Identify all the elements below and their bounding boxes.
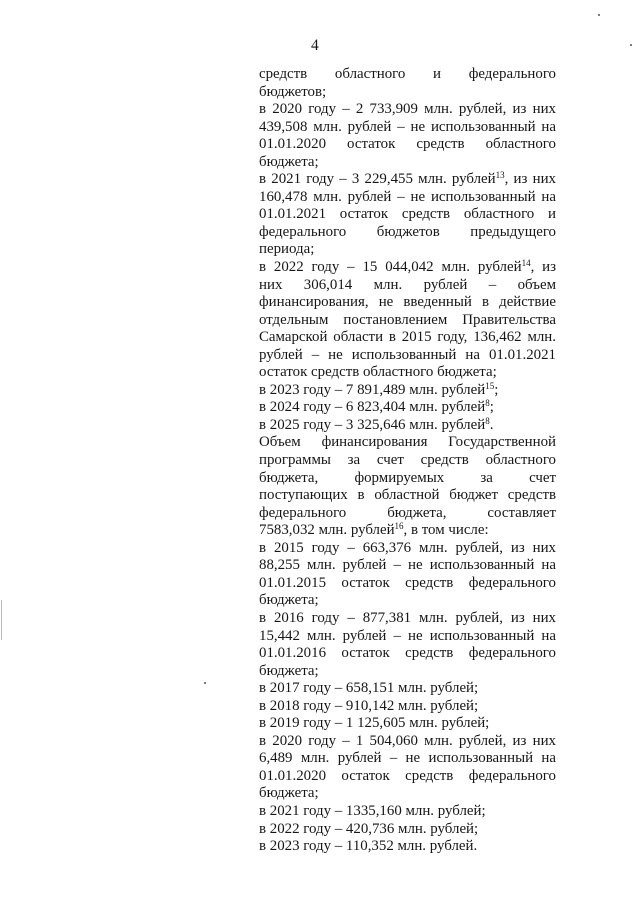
text-line xyxy=(259,838,556,856)
text-line xyxy=(259,663,556,681)
text-line xyxy=(259,785,556,803)
text-line xyxy=(259,224,556,242)
text-line-content: бюджета; xyxy=(259,592,319,609)
text-line xyxy=(259,821,556,839)
text-line-content: них 306,014 млн. рублей – объем xyxy=(259,276,556,293)
text-line-content: в 2022 году – 15 044,042 млн. рублей xyxy=(259,259,522,276)
text-line-tail: , из xyxy=(530,259,556,276)
text-line xyxy=(259,364,556,382)
text-line-content: 01.01.2020 остаток средств областного xyxy=(259,136,556,153)
text-line-tail: . xyxy=(489,416,494,433)
text-line-content: 01.01.2015 остаток средств федерального xyxy=(259,574,556,591)
text-line xyxy=(259,101,556,119)
text-line-content: бюджета; xyxy=(259,785,319,802)
text-line xyxy=(259,610,556,628)
text-line-content: 160,478 млн. рублей – не использованный на xyxy=(259,188,556,205)
text-line xyxy=(259,399,556,417)
footnote-reference: 15 xyxy=(485,380,495,391)
text-line-content: в 2016 году – 877,381 млн. рублей, из них xyxy=(259,609,556,626)
text-line-content: в 2023 году – 110,352 млн. рублей. xyxy=(259,838,478,855)
text-line xyxy=(259,698,556,716)
text-line-content: в 2021 году – 3 229,455 млн. рублей xyxy=(259,171,496,188)
text-line xyxy=(259,487,556,505)
text-line xyxy=(259,733,556,751)
text-line xyxy=(259,417,556,435)
text-line-content: 6,489 млн. рублей – не использованный на xyxy=(259,750,556,767)
text-line-content: 88,255 млн. рублей – не использованный на xyxy=(259,557,556,574)
scan-speck xyxy=(204,682,206,684)
scan-speck xyxy=(1,600,2,640)
text-line-content: средств областного и федерального xyxy=(259,66,556,82)
text-line-content: в 2018 году – 910,142 млн. рублей; xyxy=(259,697,479,714)
text-line xyxy=(259,750,556,768)
text-line xyxy=(259,154,556,172)
footnote-reference: 8 xyxy=(485,398,490,409)
text-line xyxy=(259,136,556,154)
scan-speck xyxy=(630,44,632,46)
text-line-content: бюджетов; xyxy=(259,83,327,100)
text-line-content: остаток средств областного бюджета; xyxy=(259,364,497,381)
page-number: 4 xyxy=(311,37,319,54)
text-line-content: Самарской области в 2015 году, 136,462 млн. xyxy=(259,329,556,346)
text-line-tail: , в том числе: xyxy=(403,522,489,539)
text-line xyxy=(259,575,556,593)
text-line-content: в 2017 году – 658,151 млн. рублей; xyxy=(259,680,479,697)
text-line xyxy=(259,189,556,207)
text-line xyxy=(259,592,556,610)
text-line-content: Объем финансирования Государственной xyxy=(259,434,556,451)
text-line xyxy=(259,645,556,663)
text-line xyxy=(259,66,556,84)
text-line-content: финансирования, не введенный в действие xyxy=(259,294,556,311)
text-line-content: периода; xyxy=(259,241,315,258)
text-line xyxy=(259,347,556,365)
text-line-content: 439,508 млн. рублей – не использованный на xyxy=(259,118,556,135)
text-line xyxy=(259,382,556,400)
text-line xyxy=(259,119,556,137)
text-line xyxy=(259,241,556,259)
text-line-content: в 2015 году – 663,376 млн. рублей, из них xyxy=(259,539,556,556)
text-line xyxy=(259,540,556,558)
text-line xyxy=(259,803,556,821)
text-line-tail: , из них xyxy=(504,171,557,188)
text-line-content: в 2023 году – 7 891,489 млн. рублей xyxy=(259,381,486,398)
text-line xyxy=(259,312,556,330)
footnote-reference: 8 xyxy=(485,415,490,426)
text-line-content: отдельным постановлением Правительства xyxy=(259,311,556,328)
text-line-content: бюджета, формируемых за счет xyxy=(259,469,556,486)
text-line-content: 01.01.2016 остаток средств федерального xyxy=(259,645,556,662)
footnote-reference: 13 xyxy=(495,170,505,181)
document-body-text xyxy=(259,66,556,856)
text-line xyxy=(259,434,556,452)
text-line-content: 01.01.2021 остаток средств областного и xyxy=(259,206,556,223)
text-line-content: в 2025 году – 3 325,646 млн. рублей xyxy=(259,416,486,433)
text-line-content: бюджета; xyxy=(259,153,319,170)
text-line xyxy=(259,206,556,224)
text-line-content: программы за счет средств областного xyxy=(259,452,556,469)
text-line-content: 15,442 млн. рублей – не использованный на xyxy=(259,627,556,644)
text-line xyxy=(259,522,556,540)
text-line-content: в 2020 году – 1 504,060 млн. рублей, из них xyxy=(259,732,556,749)
scan-speck xyxy=(598,14,600,16)
text-line-content: в 2024 году – 6 823,404 млн. рублей xyxy=(259,399,486,416)
text-line xyxy=(259,557,556,575)
text-line-tail: ; xyxy=(494,381,499,398)
text-line-content: в 2019 году – 1 125,605 млн. рублей; xyxy=(259,715,490,732)
text-line-content: рублей – не использованный на 01.01.2021 xyxy=(259,346,556,363)
text-line xyxy=(259,470,556,488)
text-line xyxy=(259,628,556,646)
text-line xyxy=(259,259,556,277)
text-line-content: федерального бюджета, составляет xyxy=(259,504,556,521)
text-line xyxy=(259,84,556,102)
text-line xyxy=(259,452,556,470)
text-line xyxy=(259,294,556,312)
text-line-content: в 2022 году – 420,736 млн. рублей; xyxy=(259,820,479,837)
text-line xyxy=(259,277,556,295)
text-line xyxy=(259,171,556,189)
text-line-tail: ; xyxy=(489,399,494,416)
text-line xyxy=(259,329,556,347)
text-line-content: 7583,032 млн. рублей xyxy=(259,522,395,539)
text-line xyxy=(259,715,556,733)
footnote-reference: 14 xyxy=(521,258,531,269)
text-line xyxy=(259,768,556,786)
text-line-content: 01.01.2020 остаток средств федерального xyxy=(259,767,556,784)
text-line-content: федерального бюджетов предыдущего xyxy=(259,223,556,240)
text-line-content: поступающих в областной бюджет средств xyxy=(259,487,556,504)
footnote-reference: 16 xyxy=(394,521,404,532)
text-line-content: бюджета; xyxy=(259,662,319,679)
text-line xyxy=(259,505,556,523)
text-line xyxy=(259,680,556,698)
text-line-content: в 2020 году – 2 733,909 млн. рублей, из них xyxy=(259,101,556,118)
text-line-content: в 2021 году – 1335,160 млн. рублей; xyxy=(259,802,486,819)
